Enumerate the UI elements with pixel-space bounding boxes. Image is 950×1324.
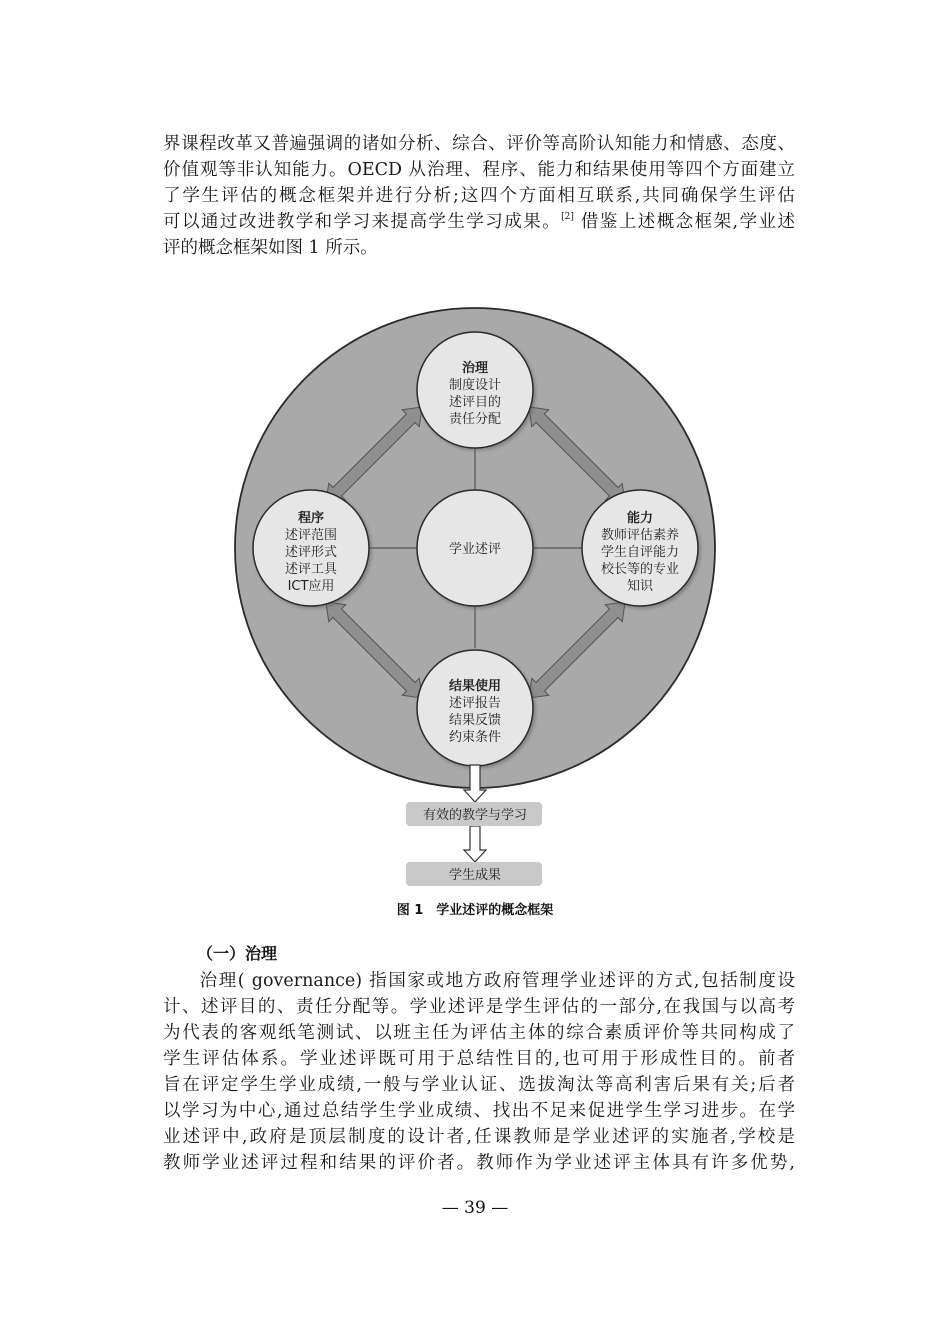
citation-marker: [2]	[561, 212, 574, 222]
text-line: 业述评中,政府是顶层制度的设计者,任课教师是学业述评的实施者,学校是	[163, 1127, 795, 1147]
text-line: 了学生评估的概念框架并进行分析;这四个方面相互联系,共同确保学生评估	[163, 186, 795, 206]
text-line: 价值观等非认知能力。OECD 从治理、程序、能力和结果使用等四个方面建立	[163, 160, 795, 180]
text-line: 教师学业述评过程和结果的评价者。教师作为学业述评主体具有许多优势,	[163, 1153, 795, 1173]
procedure-line: ICT应用	[287, 579, 335, 594]
text-line: 计、述评目的、责任分配等。学业述评是学生评估的一部分,在我国与以高考	[163, 997, 795, 1017]
section-heading: （一）治理	[197, 944, 278, 963]
capacity-line: 知识	[626, 579, 654, 594]
results-use-title: 结果使用	[448, 679, 502, 694]
procedure-line: 述评形式	[284, 545, 338, 560]
procedure-title: 程序	[297, 511, 325, 526]
procedure-line: 述评工具	[284, 562, 338, 577]
down-arrow-icon	[464, 826, 486, 862]
text-segment: 借鉴上述概念框架,学业述	[573, 212, 795, 232]
procedure-line: 述评范围	[284, 528, 338, 543]
capacity-line: 教师评估素养	[600, 528, 680, 543]
governance-title: 治理	[461, 361, 489, 376]
text-line: 旨在评定学生学业成绩,一般与学业认证、选拔淘汰等高利害后果有关;后者	[163, 1075, 795, 1095]
governance-line: 责任分配	[448, 412, 502, 427]
capacity-line: 学生自评能力	[600, 545, 680, 560]
governance-line: 制度设计	[448, 378, 502, 393]
results-use-line: 述评报告	[448, 696, 502, 711]
output-student-outcomes-label: 学生成果	[448, 868, 502, 883]
figure-caption: 图 1 学业述评的概念框架	[396, 903, 554, 918]
text-segment: 可以通过改进教学和学习来提高学生学习成果。	[163, 212, 562, 232]
text-line	[163, 968, 795, 994]
capacity-title: 能力	[626, 511, 654, 526]
results-use-line: 约束条件	[448, 730, 502, 745]
page-number: — 39 —	[441, 1198, 509, 1218]
output-teaching-learning-label: 有效的教学与学习	[422, 808, 528, 823]
text-line: 评的概念框架如图 1 所示。	[163, 238, 378, 258]
capacity-line: 校长等的专业	[600, 562, 680, 577]
text-line: 学生评估体系。学业述评既可用于总结性目的,也可用于形成性目的。前者	[163, 1049, 795, 1069]
governance-paragraph	[163, 968, 795, 1176]
text-line: 界课程改革又普遍强调的诸如分析、综合、评价等高阶认知能力和情感、态度、	[163, 134, 795, 154]
text-line: 以学习为中心,通过总结学生学业成绩、找出不足来促进学生学习进步。在学	[163, 1101, 795, 1121]
text-line: 为代表的客观纸笔测试、以班主任为评估主体的综合素质评价等共同构成了	[163, 1023, 795, 1043]
center-label: 学业述评	[448, 542, 502, 557]
governance-line: 述评目的	[448, 395, 502, 410]
results-use-line: 结果反馈	[448, 713, 502, 728]
text-segment: 治理( governance) 指国家或地方政府管理学业述评的方式,包括制度设	[198, 971, 795, 991]
